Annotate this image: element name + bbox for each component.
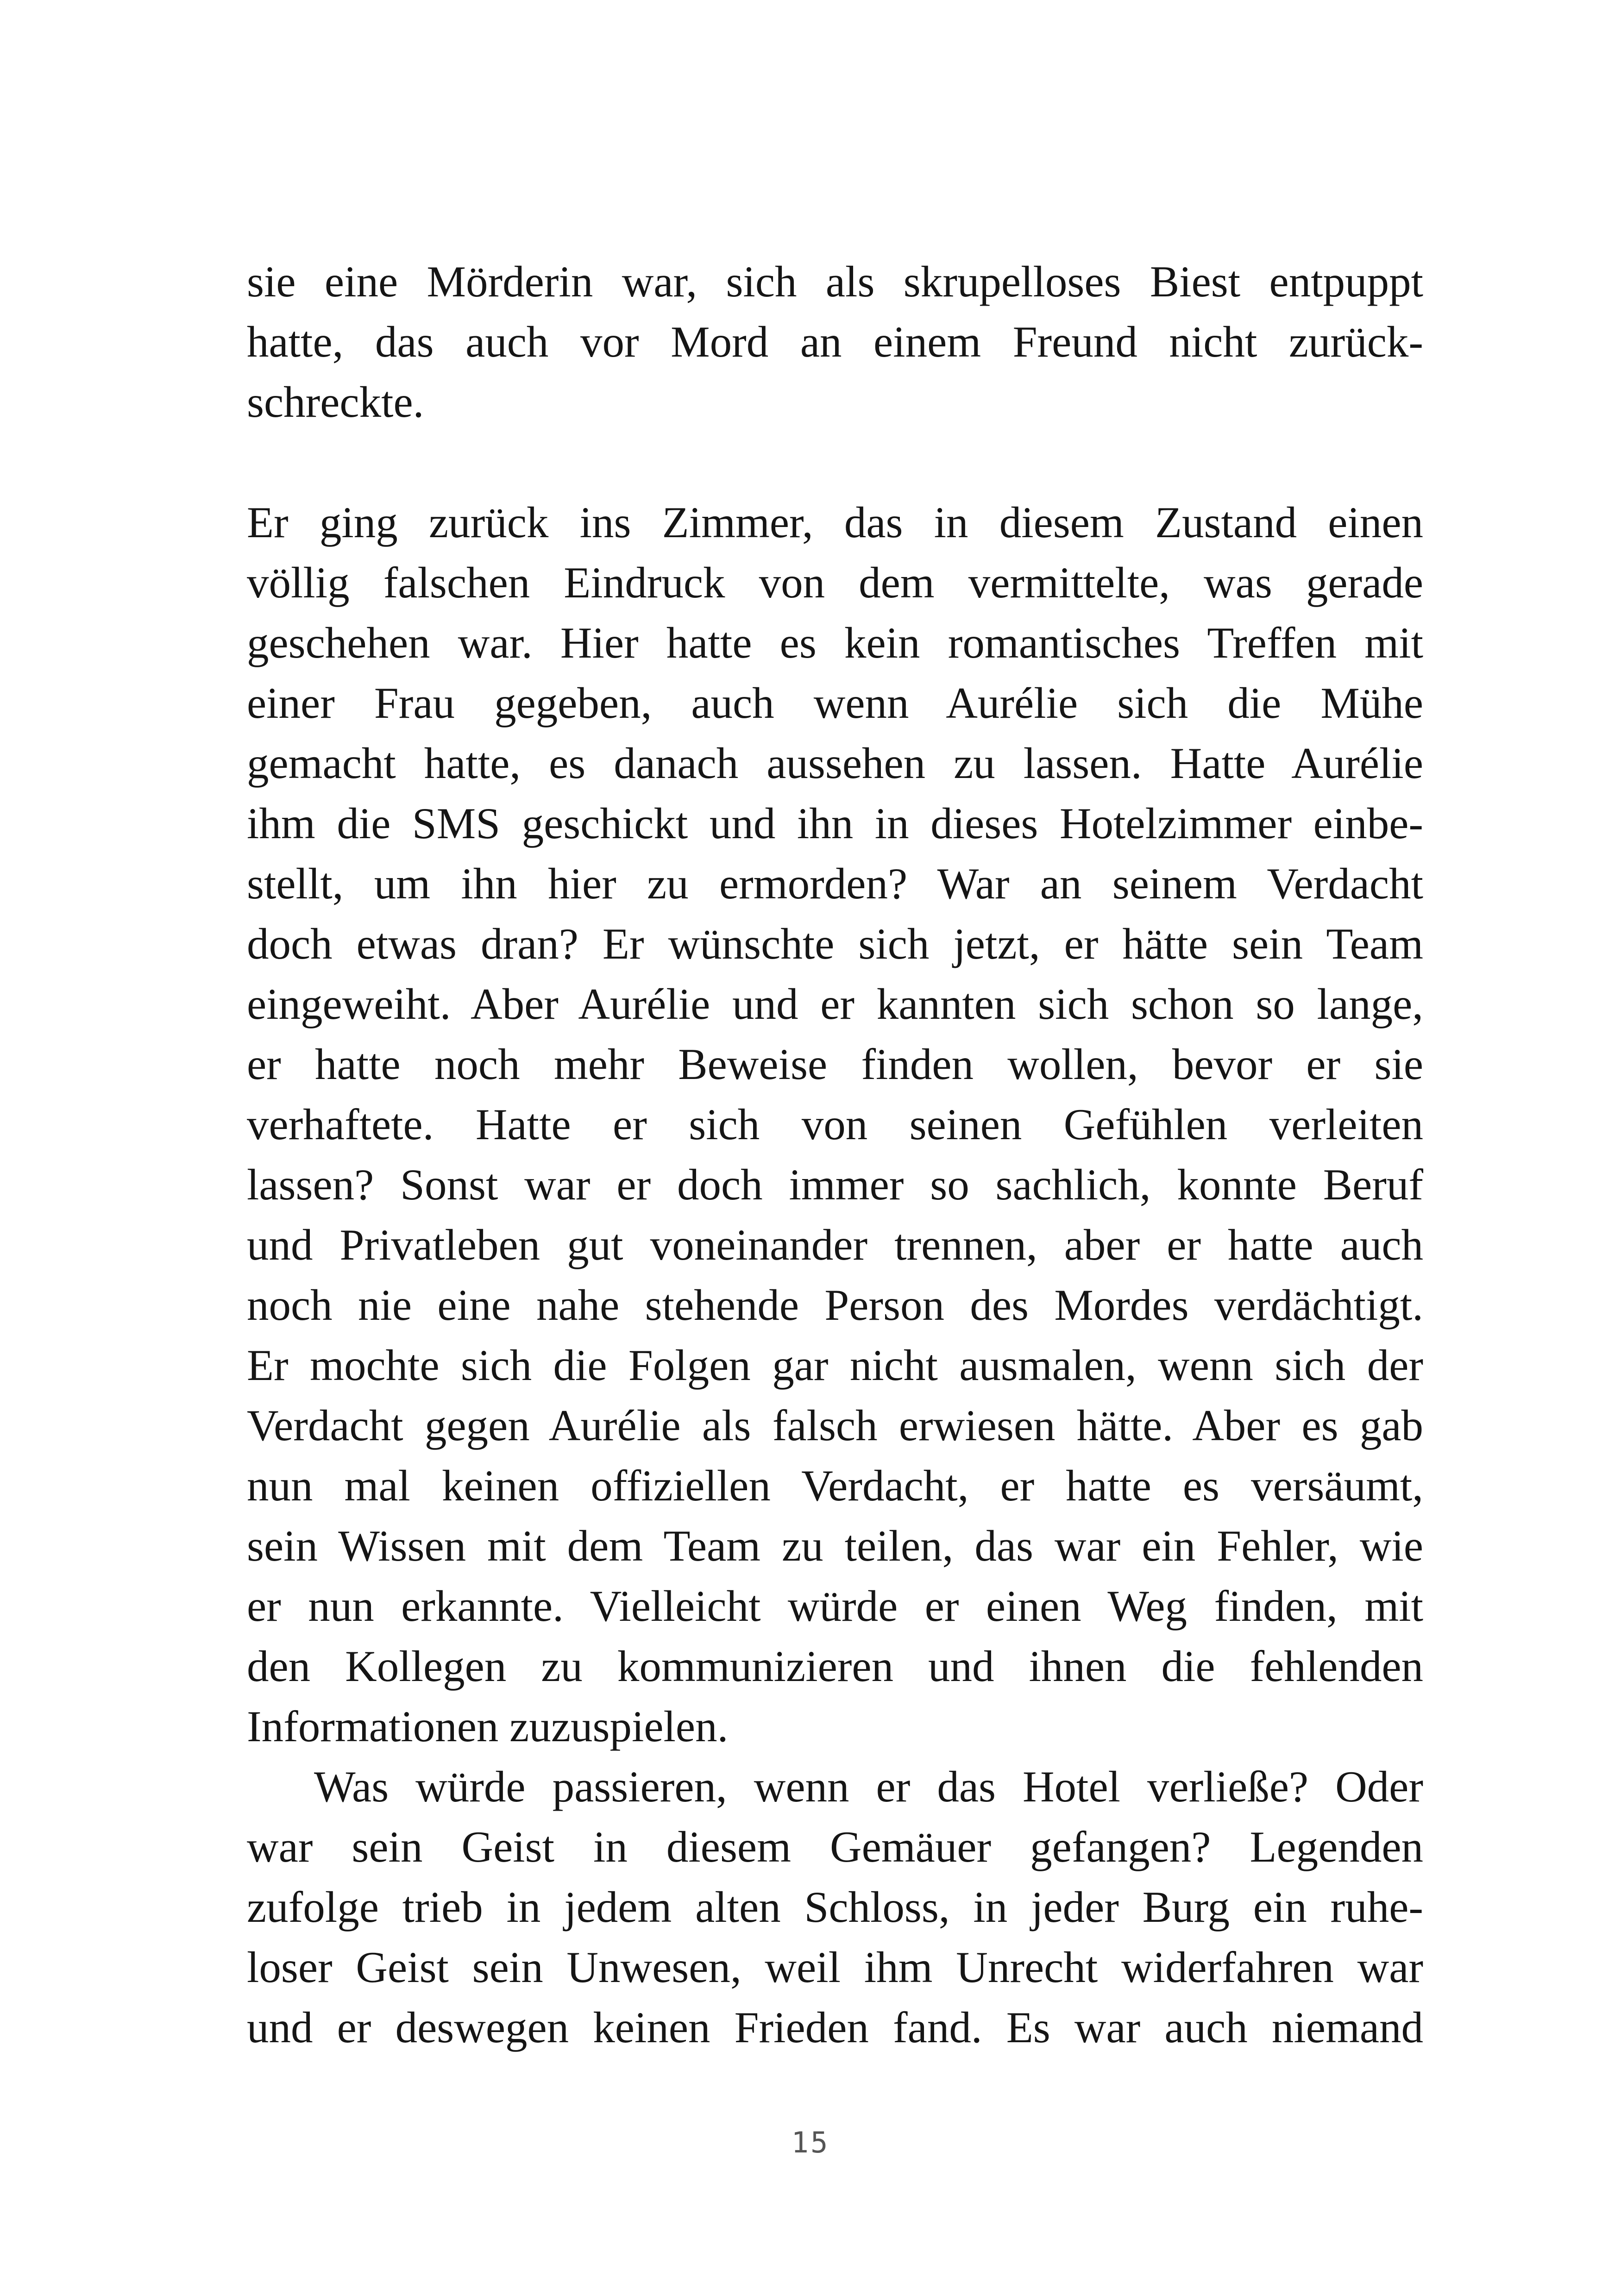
text-line: verhaftete. Hatte er sich von seinen Gefühlen verleiten	[247, 1100, 1423, 1149]
text-line: stellt, um ihn hier zu ermorden? War an seinem Verdacht	[247, 859, 1423, 908]
text-line: er nun erkannte. Vielleicht würde er einen Weg finden, mit	[247, 1581, 1423, 1631]
text-line: Er mochte sich die Folgen gar nicht ausmalen, wenn sich der	[247, 1341, 1423, 1390]
text-line: noch nie eine nahe stehende Person des Mordes verdächtigt.	[247, 1280, 1423, 1330]
paragraph-1	[247, 251, 1423, 432]
text-line: Verdacht gegen Aurélie als falsch erwiesen hätte. Aber es gab	[247, 1401, 1423, 1450]
text-line: ihm die SMS geschickt und ihn in dieses Hotelzimmer einbe-	[247, 799, 1423, 848]
text-line: eingeweiht. Aber Aurélie und er kannten sich schon so lange,	[247, 979, 1423, 1029]
text-line: sein Wissen mit dem Team zu teilen, das war ein Fehler, wie	[247, 1521, 1423, 1570]
text-line: den Kollegen zu kommunizieren und ihnen die fehlenden	[247, 1642, 1423, 1691]
text-line: doch etwas dran? Er wünschte sich jetzt, er hätte sein Team	[247, 919, 1423, 968]
text-line: völlig falschen Eindruck von dem vermittelte, was gerade	[247, 558, 1423, 607]
text-line: und er deswegen keinen Frieden fand. Es war auch niemand	[247, 2003, 1423, 2052]
text-line: nun mal keinen offiziellen Verdacht, er hatte es versäumt,	[247, 1461, 1423, 1510]
text-line: hatte, das auch vor Mord an einem Freund nicht zurück-	[247, 317, 1423, 366]
page-number: 15	[791, 2126, 830, 2159]
text-line: und Privatleben gut voneinander trennen, aber er hatte auch	[247, 1220, 1423, 1269]
text-line: schreckte.	[247, 377, 424, 427]
text-line: loser Geist sein Unwesen, weil ihm Unrecht widerfahren war	[247, 1943, 1423, 1992]
text-line: war sein Geist in diesem Gemäuer gefangen? Legenden	[247, 1822, 1423, 1871]
text-line: geschehen war. Hier hatte es kein romantisches Treffen mit	[247, 618, 1423, 667]
text-line: sie eine Mörderin war, sich als skrupelloses Biest entpuppt	[247, 257, 1423, 306]
text-line: gemacht hatte, es danach aussehen zu lassen. Hatte Aurélie	[247, 739, 1423, 788]
text-line: einer Frau gegeben, auch wenn Aurélie sich die Mühe	[247, 678, 1423, 728]
page-body	[247, 251, 1423, 2058]
text-line: Informationen zuzuspielen.	[247, 1702, 729, 1751]
paragraph-2	[247, 492, 1423, 1757]
paragraph-3	[247, 1757, 1423, 2058]
text-line: Er ging zurück ins Zimmer, das in diesem Zustand einen	[247, 498, 1423, 547]
text-line: er hatte noch mehr Beweise finden wollen, bevor er sie	[247, 1040, 1423, 1089]
text-line: zufolge trieb in jedem alten Schloss, in jeder Burg ein ruhe-	[247, 1882, 1423, 1932]
text-line: lassen? Sonst war er doch immer so sachlich, konnte Beruf	[247, 1160, 1423, 1209]
text-line: Was würde passieren, wenn er das Hotel verließe? Oder	[314, 1762, 1423, 1811]
